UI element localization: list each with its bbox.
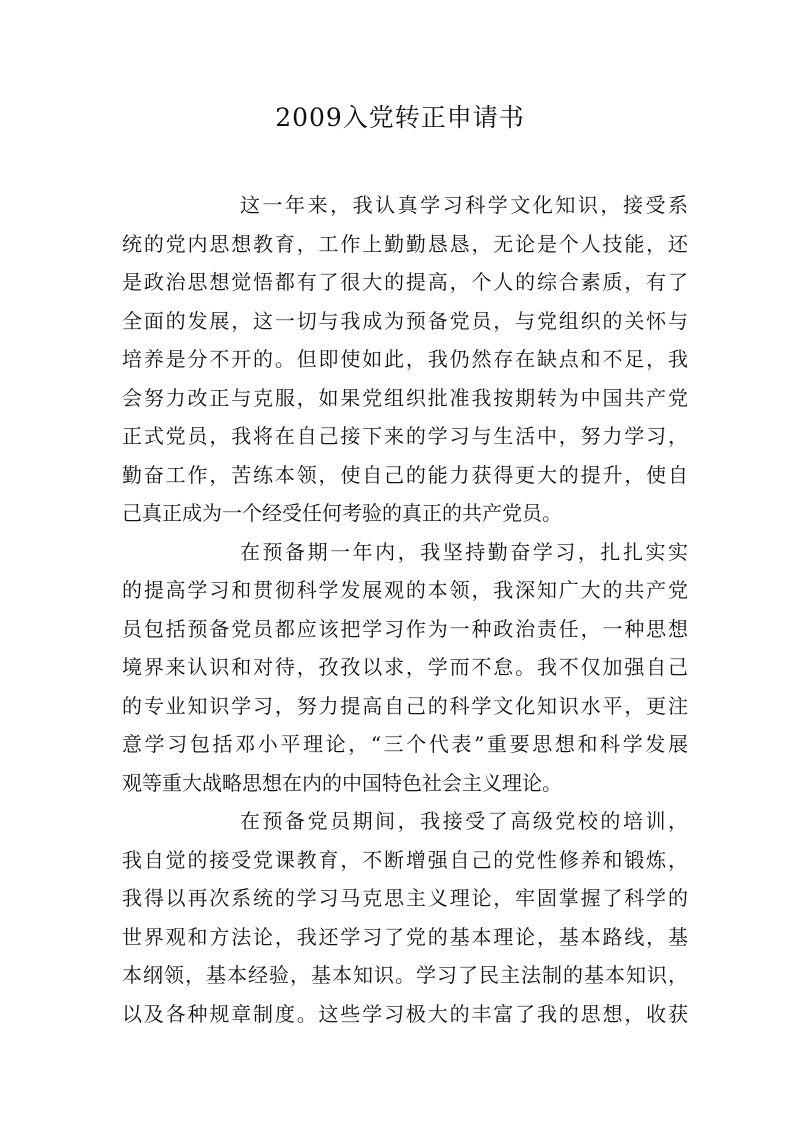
paragraph-2 — [122, 533, 688, 803]
document-title: 2009入党转正申请书 — [275, 103, 525, 132]
paragraph-line: 统的党内思想教育，工作上勤勤恳恳，无论是个人技能，还 — [122, 231, 688, 256]
paragraph-line: 在预备党员期间，我接受了高级党校的培训， — [240, 809, 688, 833]
paragraph-line: 的提高学习和贯彻科学发展观的本领，我深知广大的共产党 — [122, 578, 688, 602]
paragraph-line: 在预备期一年内，我坚持勤奋学习，扎扎实实 — [240, 539, 688, 564]
paragraph-line: 会努力改正与克服，如果党组织批准我按期转为中国共产党 — [122, 385, 688, 410]
paragraph-3 — [122, 802, 688, 1033]
paragraph-line: 境界来认识和对待，孜孜以求，学而不怠。我不仅加强自己 — [122, 655, 688, 679]
paragraph-line: 世界观和方法论，我还学习了党的基本理论，基本路线，基 — [122, 924, 688, 949]
paragraph-line: 本纲领，基本经验，基本知识。学习了民主法制的基本知识， — [122, 963, 688, 987]
paragraph-line: 勤奋工作，苦练本领，使自己的能力获得更大的提升，使自 — [122, 462, 688, 487]
paragraph-line: 正式党员，我将在自己接下来的学习与生活中，努力学习， — [122, 424, 688, 448]
paragraph-line: 以及各种规章制度。这些学习极大的丰富了我的思想，收获 — [122, 1001, 688, 1026]
paragraph-line: 全面的发展，这一切与我成为预备党员，与党组织的关怀与 — [122, 308, 688, 333]
paragraph-line: 我得以再次系统的学习马克思主义理论，牢固掌握了科学的 — [122, 886, 688, 910]
paragraph-line: 的专业知识学习，努力提高自己的科学文化知识水平，更注 — [122, 693, 688, 718]
paragraph-line: 是政治思想觉悟都有了很大的提高，个人的综合素质，有了 — [122, 270, 688, 294]
paragraph-line: 观等重大战略思想在内的中国特色社会主义理论。 — [122, 770, 562, 795]
paragraph-line: 意学习包括邓小平理论，“三个代表”重要思想和科学发展 — [122, 732, 688, 756]
paragraph-line: 员包括预备党员都应该把学习作为一种政治责任，一种思想 — [122, 616, 688, 641]
paragraph-1 — [122, 186, 688, 533]
paragraph-line: 这一年来，我认真学习科学文化知识，接受系 — [240, 193, 688, 217]
document-body — [122, 186, 688, 1033]
paragraph-line: 我自觉的接受党课教育，不断增强自己的党性修养和锻炼， — [122, 847, 688, 872]
paragraph-line: 培养是分不开的。但即使如此，我仍然存在缺点和不足，我 — [122, 347, 688, 371]
paragraph-line: 己真正成为一个经受任何考验的真正的共产党员。 — [122, 501, 562, 525]
